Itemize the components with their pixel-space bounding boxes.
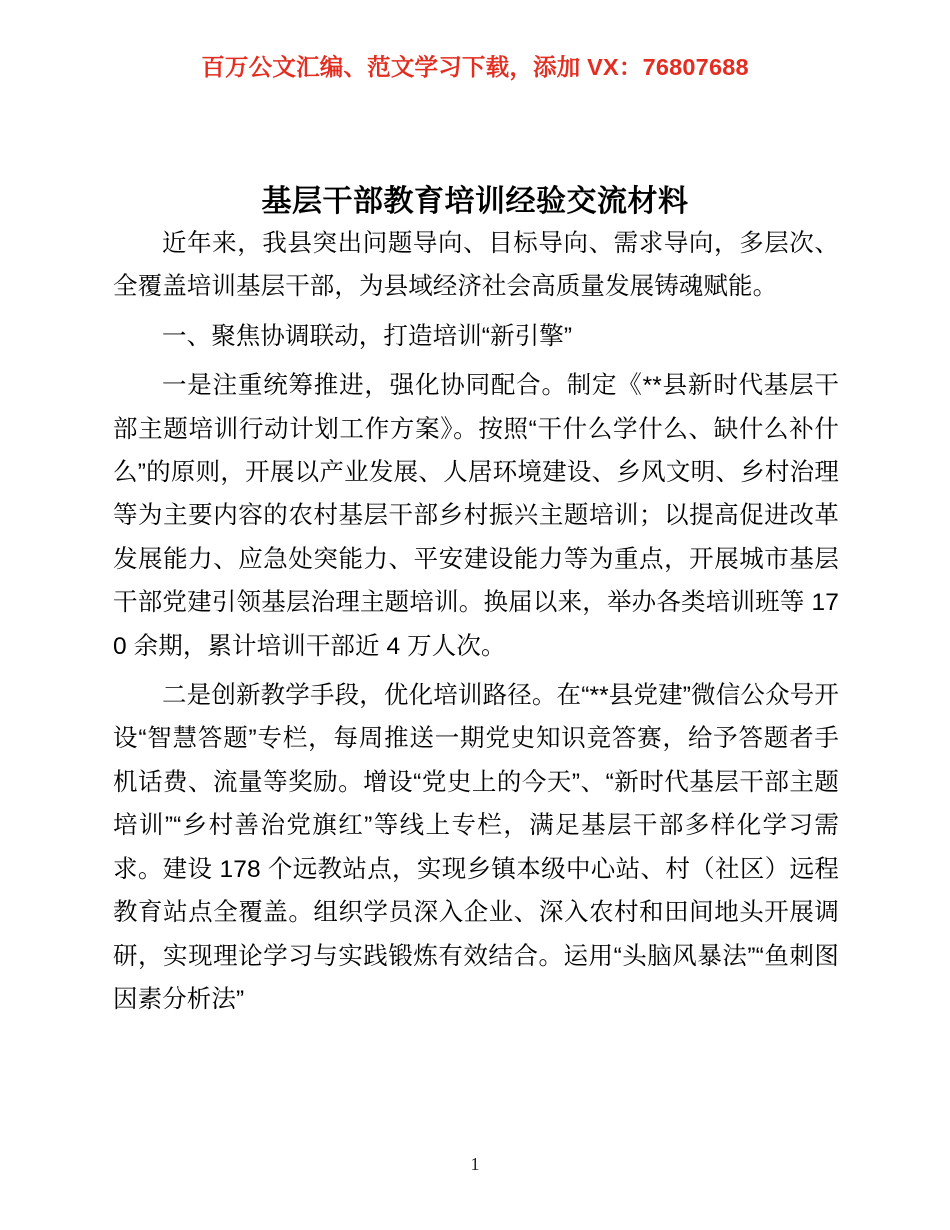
document-body bbox=[113, 222, 839, 1021]
page-title: 基层干部教育培训经验交流材料 bbox=[261, 185, 689, 219]
paragraph-intro: 近年来，我县突出问题导向、目标导向、需求导向，多层次、全覆盖培训基层干部，为县域经济社会高质量发展铸魂赋能。 bbox=[113, 230, 839, 301]
paragraph-point-1: 一是注重统筹推进，强化协同配合。制定《**县新时代基层干部主题培训行动计划工作方案》。按照“干什么学什么、缺什么补什么”的原则，开展以产业发展、人居环境建设、乡风文明、乡村治理等为主要内容的农村基层干部乡村振兴主题培训；以提高促进改革发展能力、应急处突能力、平安建设能力等为重点，开展城市基层干部党建引领基层治理主题培训。换届以来，举办各类培训班等 170 余期，累计培训干部近 4 万人次。 bbox=[113, 372, 839, 660]
page-number: 1 bbox=[470, 1154, 480, 1174]
section-heading-1: 一、聚焦协调联动，打造培训“新引擎” bbox=[162, 322, 573, 350]
paragraph-point-2: 二是创新教学手段，优化培训路径。在“**县党建”微信公众号开设“智慧答题”专栏，每周推送一期党史知识竞答赛，给予答题者手机话费、流量等奖励。增设“党史上的今天”、“新时代基层干部主题培训”“乡村善治党旗红”等线上专栏，满足基层干部多样化学习需求。建设 178 个远教站点，实现乡镇本级中心站、村（社区）远程教育站点全覆盖。组织学员深入企业、深入农村和田间地头开展调研，实现理论学习与实践锻炼有效结合。运用“头脑风暴法”“鱼刺图因素分析法” bbox=[113, 682, 839, 1013]
promo-header-text: 百万公文汇编、范文学习下载，添加 VX：76807688 bbox=[201, 54, 749, 80]
